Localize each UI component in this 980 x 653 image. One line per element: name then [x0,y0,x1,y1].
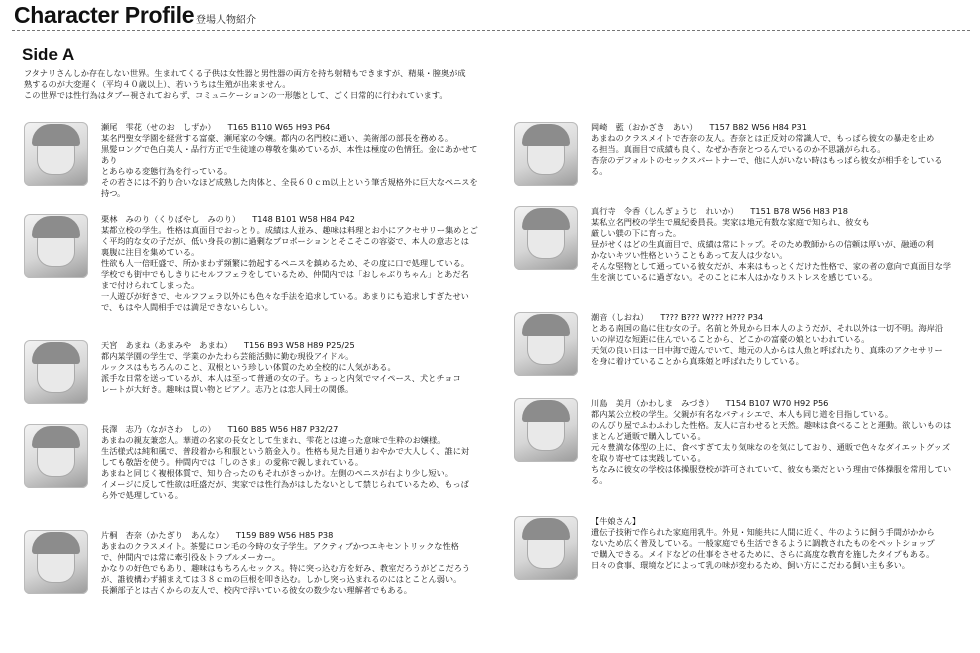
character-portrait [24,214,88,278]
description-line: で、仲間内では常に牽引役＆トラブルメーカー。 [101,552,280,562]
description-line: 生を演じているに過ぎない。そのことに本人はかなりストレスを感じている。 [591,272,878,282]
character-profile [514,122,970,218]
description-line: 元々豊満な体型の上に、食べすぎて太り気味なのを気にしており、通販で色々なダイエットグッズ [591,442,951,452]
description-line: る担当。真面目で成績も良く、なぜか杏奈とつるんでいるのか不思議がられる。 [591,144,886,154]
description-line: 学校でも街中でもしきりにセルフフェラをしているため、仲間内では「おしゃぶりちゃん」とあだ名 [101,269,469,279]
character-name-line [591,398,970,409]
character-portrait [24,340,88,404]
character-description [591,323,970,367]
character-profile [24,122,480,218]
character-description [101,351,480,395]
character-portrait [514,312,578,376]
description-line: ないため広く普及している。一般家庭でも生活できるように調教されたものをペットショップ [591,538,935,548]
description-line: 一人遊びが好きで、セルフフェラ以外にも色々な手法を追求している。あまりにも追求しすぎたせい [101,291,469,301]
character-info [591,516,970,571]
description-line: 長瀬部子とは古くからの友人で、校内で浮いている彼女の数少ない理解者でもある。 [101,585,412,595]
description-line: を取り寄せては実践している。 [591,453,706,463]
character-name: 片桐 杏奈（かたぎり あんな） [101,530,224,540]
description-line: 日々の食事、環境などによって乳の味が変わるため、飼い方にこだわる飼い主も多い。 [591,560,910,570]
header-divider [12,30,970,32]
description-line: 某都立校の学生。性格は真面目でおっとり。成績は人並み、趣味は料理とお小にアクセサリー集めとご [101,225,478,235]
description-line: あまねと同じく複根体質で、知り合ったのもそれがきっかけ。左側のペニスが右より少し短い。 [101,468,453,478]
character-name-line [101,424,480,435]
character-name: 栗林 みのり（くりばやし みのり） [101,214,241,224]
character-profile [514,312,970,408]
description-line: 生活様式は純和風で、普段着から和服という筋金入り。性格も見た目通りおやかで大人しく、誰に対 [101,446,470,456]
character-name: 【牛娘さん】 [591,516,641,526]
character-stats: T159 B89 W56 H85 P38 [235,530,334,540]
description-line: のんびり屋でふわふわした性格。友人に言わせると天然。趣味は食べることと運動。欲しいものは [591,420,952,430]
character-name-line [591,206,970,217]
character-portrait [514,516,578,580]
character-description [101,225,480,313]
page-title: Character Profile [14,2,195,28]
description-line: が、誰彼構わず捕まえては３８ｃｍの巨根を叩き込む。しかし突っ込まれるのにはとことん弱い。 [101,574,462,584]
description-line: る。 [591,475,608,485]
character-profile [24,424,480,520]
character-portrait [24,122,88,186]
character-info [591,398,970,486]
character-info [591,312,970,367]
description-line: 杏奈のデフォルトのセックスパートナーで、他に人がいない時はもっぱら彼女が相手をしている [591,155,943,165]
description-line: まで付けられてしまった。 [101,280,200,290]
character-name-line [591,516,970,527]
character-info [591,206,970,283]
intro-text [24,68,504,101]
description-line: る。 [591,166,608,176]
description-line: その若さには不釣り合いなほど成熟した肉体と、全長６０ｃｍ以上という筆舌規格外に巨大なペニスを [101,177,478,187]
description-line: 黒髪ロングで色白美人・品行方正で生徒達の尊敬を集めているが、本性は極度の色情狂。金にあかせてあり [101,144,478,165]
description-line: 派手な日常を送っているが、本人は至って普通の女の子。ちょっと内気でマイペース、犬とチョコ [101,373,461,383]
character-stats: T165 B110 W65 H93 P64 [227,122,331,132]
description-line: あまねのクラスメイトで杏奈の友人。杏奈とは正反対の常識人で、もっぱら彼女の暴走を止め [591,133,935,143]
intro-line: この世界では性行為はタブー視されておらず、コミュニケーションの一形態として、ごく日常的に行われています。 [24,90,448,100]
character-description [591,527,970,571]
description-line: いの岸辺な短距に住んでいることから、どこかの富豪の娘といわれている。 [591,334,870,344]
character-description [591,133,970,177]
character-name: 川島 美月（かわしま みづき） [591,398,714,408]
character-stats: T154 B107 W70 H92 P56 [725,398,829,408]
character-portrait [24,424,88,488]
description-line: 裏腹に注目を集めている。 [101,247,200,257]
character-name-line [101,340,480,351]
character-name-line [101,122,480,133]
character-profile [24,530,480,626]
description-line: 厳しい躾の下に育った。 [591,228,682,238]
character-info [101,340,480,395]
intro-line: フタナリさんしか存在しない世界。生まれてくる子供は女性器と男性器の両方を持ち射精もできますが、精巣・膣奥が成 [24,68,466,78]
character-name: 瀬尾 雫花（せのお しずか） [101,122,216,132]
description-line: しても敬語を使う。仲間内では「しのさま」の愛称で親しまれている。 [101,457,364,467]
description-line: イメージに反して性欲は旺盛だが、実家では性行為がはしたないとして禁じられているため、もっぱ [101,479,469,489]
description-line: 遺伝子技術で作られた家庭用乳牛。外見・知能共に人間に近く、牛のように飼う手間がかから [591,527,935,537]
page-subtitle: 登場人物紹介 [196,15,256,26]
character-info [101,424,480,501]
page-header [0,0,980,34]
description-line: かないキツい性格ということもあって友人は少ない。 [591,250,788,260]
description-line: 某名門聖女学園を経営する富豪、瀬尾家の令嬢。都内の名門校に通い、美術部の部長を務める。 [101,133,454,143]
character-stats: T151 B78 W56 H83 P18 [750,206,848,216]
description-line: 都内某公立校の学生。父親が有名なパティシエで、本人も同じ道を目指している。 [591,409,894,419]
character-name-line [591,122,970,133]
description-line: とある南国の島に住む女の子。名前と外見から日本人のようだが、それ以外は一切不明。海岸沿 [591,323,944,333]
description-line: 昼がせくはどの生真面目で、成績は常にトップ。そのため教師からの信頼は厚いが、融通の利 [591,239,934,249]
character-name: 真行寺 令香（しんぎょうじ れいか） [591,206,739,216]
character-profile [514,206,970,302]
description-line: かなりの好色でもあり、趣味はもちろんセックス。特に突っ込む方を好み、教室だろうがどこだろう [101,563,471,573]
description-line: ちなみに彼女の学校は体操服登校が許可されていて、彼女も楽だという理由で体操服を常用してい [591,464,952,474]
character-info [101,214,480,313]
description-line: 某私立名門校の学生で風紀委員長。実家は地元有数な家庭で知られ、彼女も [591,217,870,227]
character-name: 長澤 志乃（ながさわ しの） [101,424,216,434]
character-name: 天宮 あまね（あまみや あまね） [101,340,233,350]
character-profile [24,340,480,436]
character-description [591,217,970,283]
description-line: そんな堅物として通っている彼女だが、本来はもっとくだけた性格で、家の者の意向で真面目な学 [591,261,952,271]
character-info [101,122,480,199]
character-name: 潮音（しおね） [591,312,649,322]
character-description [591,409,970,486]
intro-line: 熟するのが大変遅く（平均４０歳以上）、若いうちは生殖が出来ません。 [24,79,291,89]
description-line: 性欲も人一倍旺盛で、所かまわず頻繁に勃起するペニスを鎮めるため、その度に口で処理している。 [101,258,469,268]
character-info [101,530,480,596]
description-line: 天気の良い日は一日中海で遊んでいて、地元の人からは人魚と呼ばれたり、真珠のアクセサリー [591,345,943,355]
description-line: く平均的な女の子だが、低い身長の割に過剰なプロポーションとそこそこの容姿で、本人の意志とは [101,236,469,246]
description-line: ら外で処理している。 [101,490,183,500]
character-name: 岡崎 藍（おかざき あい） [591,122,698,132]
character-name-line [591,312,970,323]
character-description [101,541,480,596]
character-description [101,435,480,501]
description-line: レートが大好き。趣味は買い物とピアノ。志乃とは恋人同士の関係。 [101,384,354,394]
description-line: あまねの親友兼恋人。華道の名家の長女として生まれ、雫花とは違った意味で生粋のお嬢様。 [101,435,446,445]
character-portrait [514,398,578,462]
character-stats: T156 B93 W58 H89 P25/25 [244,340,355,350]
character-portrait [514,206,578,270]
section-title: Side A [22,45,75,64]
description-line: を身に着けていることから真珠姫と呼ばれたりしている。 [591,356,804,366]
character-profile [514,398,970,494]
description-line: とあらゆる変態行為を行っている。 [101,166,233,176]
character-stats: T??? B??? W??? H??? P34 [660,312,764,322]
character-portrait [514,122,578,186]
character-description [101,133,480,199]
description-line: まとんど通販で購入している。 [591,431,706,441]
description-line: で、もはや人間相手では満足できないらしい。 [101,302,273,312]
description-line: あまねのクラスメイト。茶髪にロン毛の今時の女子学生。アクティブかつエキセントリックな性格 [101,541,459,551]
character-stats: T160 B85 W56 H87 P32/27 [227,424,339,434]
description-line: で購入できる。メイドなどの仕事をさせるために、さらに高度な教育を施したタイプもある。 [591,549,935,559]
character-profile [24,214,480,310]
character-stats: T148 B101 W58 H84 P42 [252,214,355,224]
character-profile [514,516,970,612]
description-line: 持つ。 [101,188,126,198]
character-name-line [101,214,480,225]
character-name-line [101,530,480,541]
character-info [591,122,970,177]
character-stats: T157 B82 W56 H84 P31 [709,122,807,132]
description-line: ルックスはもちろんのこと、双根という珍しい体質のため全校的に人気がある。 [101,362,396,372]
description-line: 都内某学園の学生で、学業のかたわら芸能活動に勤む現役アイドル。 [101,351,354,361]
character-portrait [24,530,88,594]
